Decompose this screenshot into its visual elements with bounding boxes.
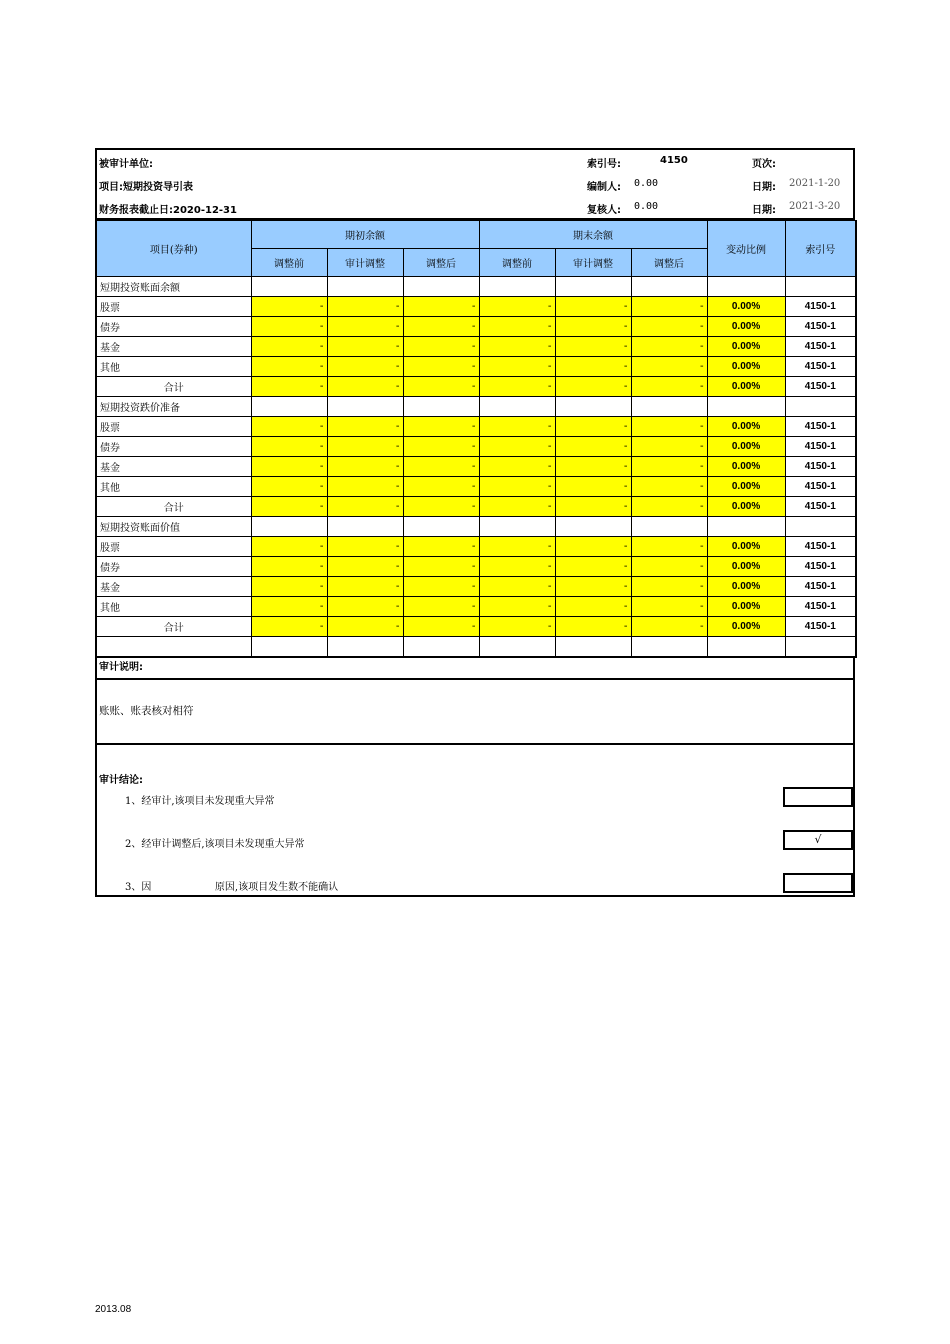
- row-label: 基金: [96, 457, 251, 477]
- value-cell[interactable]: -: [555, 617, 631, 637]
- value-cell[interactable]: -: [631, 597, 707, 617]
- col-closing-header: 期末余额: [479, 221, 707, 249]
- empty-cell[interactable]: [479, 397, 555, 417]
- empty-cell[interactable]: [251, 397, 327, 417]
- value-cell[interactable]: -: [327, 377, 403, 397]
- value-cell[interactable]: -: [631, 617, 707, 637]
- value-cell[interactable]: -: [555, 597, 631, 617]
- section-title: 短期投资账面余额: [96, 277, 251, 297]
- change-pct-cell[interactable]: 0.00%: [707, 357, 785, 377]
- index-ref-cell[interactable]: 4150-1: [785, 557, 856, 577]
- change-pct-cell[interactable]: 0.00%: [707, 457, 785, 477]
- empty-cell[interactable]: [555, 397, 631, 417]
- value-cell[interactable]: -: [479, 377, 555, 397]
- reviewer-value: 0.00: [634, 201, 659, 212]
- conclusion-item-2: 2、经审计调整后,该项目未发现重大异常: [125, 838, 305, 850]
- table-row: [96, 437, 856, 457]
- empty-cell[interactable]: [707, 637, 785, 657]
- value-cell[interactable]: -: [327, 317, 403, 337]
- row-label: 合计: [96, 617, 251, 637]
- value-cell[interactable]: -: [327, 357, 403, 377]
- value-cell[interactable]: -: [555, 477, 631, 497]
- value-cell[interactable]: -: [479, 457, 555, 477]
- value-cell[interactable]: -: [403, 337, 479, 357]
- value-cell[interactable]: -: [327, 457, 403, 477]
- value-cell[interactable]: -: [631, 437, 707, 457]
- conclusion-checkbox-3[interactable]: [783, 873, 853, 893]
- blank-row: [96, 637, 856, 657]
- row-label: 股票: [96, 417, 251, 437]
- empty-cell[interactable]: [251, 517, 327, 537]
- value-cell[interactable]: -: [631, 577, 707, 597]
- value-cell[interactable]: -: [479, 577, 555, 597]
- empty-cell[interactable]: [251, 637, 327, 657]
- empty-cell[interactable]: [707, 517, 785, 537]
- row-label: 合计: [96, 377, 251, 397]
- index-ref-cell[interactable]: 4150-1: [785, 617, 856, 637]
- value-cell[interactable]: -: [631, 537, 707, 557]
- footer-version: 2013.08: [95, 1304, 132, 1315]
- empty-cell[interactable]: [631, 277, 707, 297]
- value-cell[interactable]: -: [327, 597, 403, 617]
- value-cell[interactable]: -: [403, 297, 479, 317]
- value-cell[interactable]: -: [403, 537, 479, 557]
- value-cell[interactable]: -: [555, 557, 631, 577]
- period-label: 财务报表截止日:2020-12-31: [99, 205, 237, 216]
- empty-cell[interactable]: [555, 637, 631, 657]
- change-pct-cell[interactable]: 0.00%: [707, 497, 785, 517]
- value-cell[interactable]: -: [479, 477, 555, 497]
- section-row: [96, 397, 856, 417]
- table-row: [96, 557, 856, 577]
- index-value: 4150: [660, 155, 688, 166]
- value-cell[interactable]: -: [327, 297, 403, 317]
- row-label: 其他: [96, 357, 251, 377]
- value-cell[interactable]: -: [403, 597, 479, 617]
- table-row: [96, 457, 856, 477]
- value-cell[interactable]: -: [251, 377, 327, 397]
- section-row: [96, 517, 856, 537]
- change-pct-cell[interactable]: 0.00%: [707, 537, 785, 557]
- table-row: [96, 477, 856, 497]
- index-ref-cell[interactable]: 4150-1: [785, 497, 856, 517]
- index-ref-cell[interactable]: 4150-1: [785, 297, 856, 317]
- value-cell[interactable]: -: [631, 417, 707, 437]
- value-cell[interactable]: -: [327, 477, 403, 497]
- value-cell[interactable]: -: [479, 597, 555, 617]
- value-cell[interactable]: -: [555, 417, 631, 437]
- row-label: 基金: [96, 577, 251, 597]
- section-title: 短期投资账面价值: [96, 517, 251, 537]
- value-cell[interactable]: -: [403, 377, 479, 397]
- row-label: 基金: [96, 337, 251, 357]
- value-cell[interactable]: -: [479, 417, 555, 437]
- table-row: [96, 577, 856, 597]
- empty-cell[interactable]: [327, 637, 403, 657]
- sub-header: 审计调整: [555, 249, 631, 277]
- value-cell[interactable]: -: [327, 497, 403, 517]
- value-cell[interactable]: -: [631, 357, 707, 377]
- empty-cell[interactable]: [785, 397, 856, 417]
- value-cell[interactable]: -: [555, 457, 631, 477]
- date-value-2: 2021-3-20: [789, 201, 841, 212]
- value-cell[interactable]: -: [555, 317, 631, 337]
- table-row: [96, 357, 856, 377]
- empty-cell[interactable]: [327, 277, 403, 297]
- sub-header: 调整后: [403, 249, 479, 277]
- row-label: 股票: [96, 297, 251, 317]
- empty-cell[interactable]: [403, 277, 479, 297]
- table-row: [96, 417, 856, 437]
- value-cell[interactable]: -: [251, 617, 327, 637]
- date-value-1: 2021-1-20: [789, 178, 841, 189]
- empty-cell[interactable]: [403, 517, 479, 537]
- value-cell[interactable]: -: [479, 297, 555, 317]
- empty-cell[interactable]: [327, 397, 403, 417]
- audit-notes-title: 审计说明:: [97, 658, 853, 680]
- change-pct-cell[interactable]: 0.00%: [707, 337, 785, 357]
- value-cell[interactable]: -: [479, 617, 555, 637]
- value-cell[interactable]: -: [555, 377, 631, 397]
- index-label: 索引号:: [587, 159, 621, 170]
- value-cell[interactable]: -: [403, 497, 479, 517]
- empty-cell[interactable]: [327, 517, 403, 537]
- empty-cell[interactable]: [707, 397, 785, 417]
- row-label: 债券: [96, 437, 251, 457]
- empty-cell[interactable]: [479, 277, 555, 297]
- empty-cell[interactable]: [631, 397, 707, 417]
- value-cell[interactable]: -: [403, 577, 479, 597]
- empty-cell[interactable]: [785, 637, 856, 657]
- value-cell[interactable]: -: [555, 297, 631, 317]
- value-cell[interactable]: -: [479, 317, 555, 337]
- value-cell[interactable]: -: [479, 537, 555, 557]
- value-cell[interactable]: -: [251, 417, 327, 437]
- header-block: [95, 148, 855, 220]
- page-label: 页次:: [752, 159, 776, 170]
- value-cell[interactable]: -: [327, 337, 403, 357]
- value-cell[interactable]: -: [327, 557, 403, 577]
- audit-notes-body: 账账、账表核对相符: [97, 680, 853, 745]
- conclusion-checkbox-1[interactable]: [783, 787, 853, 807]
- empty-cell[interactable]: [631, 517, 707, 537]
- empty-cell[interactable]: [251, 277, 327, 297]
- section-row: [96, 277, 856, 297]
- index-ref-cell[interactable]: 4150-1: [785, 417, 856, 437]
- value-cell[interactable]: -: [555, 577, 631, 597]
- value-cell[interactable]: -: [327, 577, 403, 597]
- preparer-value: 0.00: [634, 178, 659, 189]
- value-cell[interactable]: -: [479, 437, 555, 457]
- sub-header: 调整前: [251, 249, 327, 277]
- sub-header: 调整后: [631, 249, 707, 277]
- value-cell[interactable]: -: [479, 337, 555, 357]
- index-ref-cell[interactable]: 4150-1: [785, 537, 856, 557]
- value-cell[interactable]: -: [403, 617, 479, 637]
- index-ref-cell[interactable]: 4150-1: [785, 457, 856, 477]
- row-label: 股票: [96, 537, 251, 557]
- table-body: [96, 277, 856, 657]
- header-row-3: [97, 196, 853, 218]
- value-cell[interactable]: -: [403, 317, 479, 337]
- row-label: 其他: [96, 477, 251, 497]
- reviewer-label: 复核人:: [587, 205, 621, 216]
- change-pct-cell[interactable]: 0.00%: [707, 617, 785, 637]
- change-pct-cell[interactable]: 0.00%: [707, 577, 785, 597]
- index-ref-cell[interactable]: 4150-1: [785, 597, 856, 617]
- preparer-label: 编制人:: [587, 182, 621, 193]
- total-row: [96, 497, 856, 517]
- table-row: [96, 317, 856, 337]
- audited-unit-label: 被审计单位:: [99, 159, 153, 170]
- value-cell[interactable]: -: [251, 477, 327, 497]
- empty-cell[interactable]: [96, 637, 251, 657]
- value-cell[interactable]: -: [479, 497, 555, 517]
- section-title: 短期投资跌价准备: [96, 397, 251, 417]
- sub-header: 调整前: [479, 249, 555, 277]
- index-ref-cell[interactable]: 4150-1: [785, 377, 856, 397]
- notes-and-conclusion: [95, 658, 855, 897]
- conclusion-item-3: 3、因 原因,该项目发生数不能确认: [125, 881, 339, 893]
- value-cell[interactable]: -: [479, 357, 555, 377]
- date-label-2: 日期:: [752, 205, 776, 216]
- total-row: [96, 617, 856, 637]
- value-cell[interactable]: -: [251, 437, 327, 457]
- empty-cell[interactable]: [403, 637, 479, 657]
- value-cell[interactable]: -: [251, 497, 327, 517]
- empty-cell[interactable]: [631, 637, 707, 657]
- col-change-header: 变动比例: [707, 221, 785, 277]
- value-cell[interactable]: -: [555, 537, 631, 557]
- empty-cell[interactable]: [707, 277, 785, 297]
- value-cell[interactable]: -: [403, 557, 479, 577]
- change-pct-cell[interactable]: 0.00%: [707, 557, 785, 577]
- value-cell[interactable]: -: [251, 597, 327, 617]
- sub-header: 审计调整: [327, 249, 403, 277]
- value-cell[interactable]: -: [631, 457, 707, 477]
- value-cell[interactable]: -: [555, 357, 631, 377]
- index-ref-cell[interactable]: 4150-1: [785, 437, 856, 457]
- value-cell[interactable]: -: [327, 617, 403, 637]
- empty-cell[interactable]: [785, 517, 856, 537]
- value-cell[interactable]: -: [327, 417, 403, 437]
- value-cell[interactable]: -: [631, 337, 707, 357]
- value-cell[interactable]: -: [631, 297, 707, 317]
- change-pct-cell[interactable]: 0.00%: [707, 477, 785, 497]
- value-cell[interactable]: -: [251, 317, 327, 337]
- empty-cell[interactable]: [479, 637, 555, 657]
- change-pct-cell[interactable]: 0.00%: [707, 377, 785, 397]
- col-index-header: 索引号: [785, 221, 856, 277]
- change-pct-cell[interactable]: 0.00%: [707, 297, 785, 317]
- header-row-2: [97, 173, 853, 195]
- conclusion-item-1: 1、经审计,该项目未发现重大异常: [125, 795, 275, 807]
- empty-cell[interactable]: [479, 517, 555, 537]
- value-cell[interactable]: -: [251, 577, 327, 597]
- value-cell[interactable]: -: [555, 337, 631, 357]
- value-cell[interactable]: -: [403, 357, 479, 377]
- row-label: 债券: [96, 317, 251, 337]
- value-cell[interactable]: -: [251, 337, 327, 357]
- value-cell[interactable]: -: [403, 417, 479, 437]
- value-cell[interactable]: -: [403, 477, 479, 497]
- change-pct-cell[interactable]: 0.00%: [707, 437, 785, 457]
- total-row: [96, 377, 856, 397]
- row-label: 其他: [96, 597, 251, 617]
- header-row-1: [97, 150, 853, 172]
- guide-table: [95, 220, 857, 658]
- value-cell[interactable]: -: [631, 557, 707, 577]
- table-row: [96, 337, 856, 357]
- value-cell[interactable]: -: [403, 457, 479, 477]
- index-ref-cell[interactable]: 4150-1: [785, 477, 856, 497]
- row-label: 债券: [96, 557, 251, 577]
- index-ref-cell[interactable]: 4150-1: [785, 337, 856, 357]
- change-pct-cell[interactable]: 0.00%: [707, 417, 785, 437]
- col-opening-header: 期初余额: [251, 221, 479, 249]
- col-item-header: 项目(券种): [96, 221, 251, 277]
- value-cell[interactable]: -: [631, 317, 707, 337]
- index-ref-cell[interactable]: 4150-1: [785, 577, 856, 597]
- value-cell[interactable]: -: [555, 497, 631, 517]
- project-label: 项目:短期投资导引表: [99, 182, 193, 193]
- table-row: [96, 597, 856, 617]
- value-cell[interactable]: -: [251, 457, 327, 477]
- empty-cell[interactable]: [555, 517, 631, 537]
- workpaper-sheet: [95, 148, 855, 897]
- empty-cell[interactable]: [785, 277, 856, 297]
- conclusion-checkbox-2[interactable]: √: [783, 830, 853, 850]
- value-cell[interactable]: -: [631, 377, 707, 397]
- date-label-1: 日期:: [752, 182, 776, 193]
- change-pct-cell[interactable]: 0.00%: [707, 597, 785, 617]
- value-cell[interactable]: -: [631, 477, 707, 497]
- index-ref-cell[interactable]: 4150-1: [785, 357, 856, 377]
- table-row: [96, 297, 856, 317]
- value-cell[interactable]: -: [631, 497, 707, 517]
- value-cell[interactable]: -: [251, 557, 327, 577]
- value-cell[interactable]: -: [251, 357, 327, 377]
- value-cell[interactable]: -: [327, 537, 403, 557]
- value-cell[interactable]: -: [251, 297, 327, 317]
- conclusion-title: 审计结论:: [99, 774, 143, 786]
- value-cell[interactable]: -: [479, 557, 555, 577]
- row-label: 合计: [96, 497, 251, 517]
- value-cell[interactable]: -: [251, 537, 327, 557]
- empty-cell[interactable]: [403, 397, 479, 417]
- change-pct-cell[interactable]: 0.00%: [707, 317, 785, 337]
- table-row: [96, 537, 856, 557]
- value-cell[interactable]: -: [555, 437, 631, 457]
- value-cell[interactable]: -: [403, 437, 479, 457]
- audit-conclusion: [97, 745, 853, 895]
- empty-cell[interactable]: [555, 277, 631, 297]
- value-cell[interactable]: -: [327, 437, 403, 457]
- index-ref-cell[interactable]: 4150-1: [785, 317, 856, 337]
